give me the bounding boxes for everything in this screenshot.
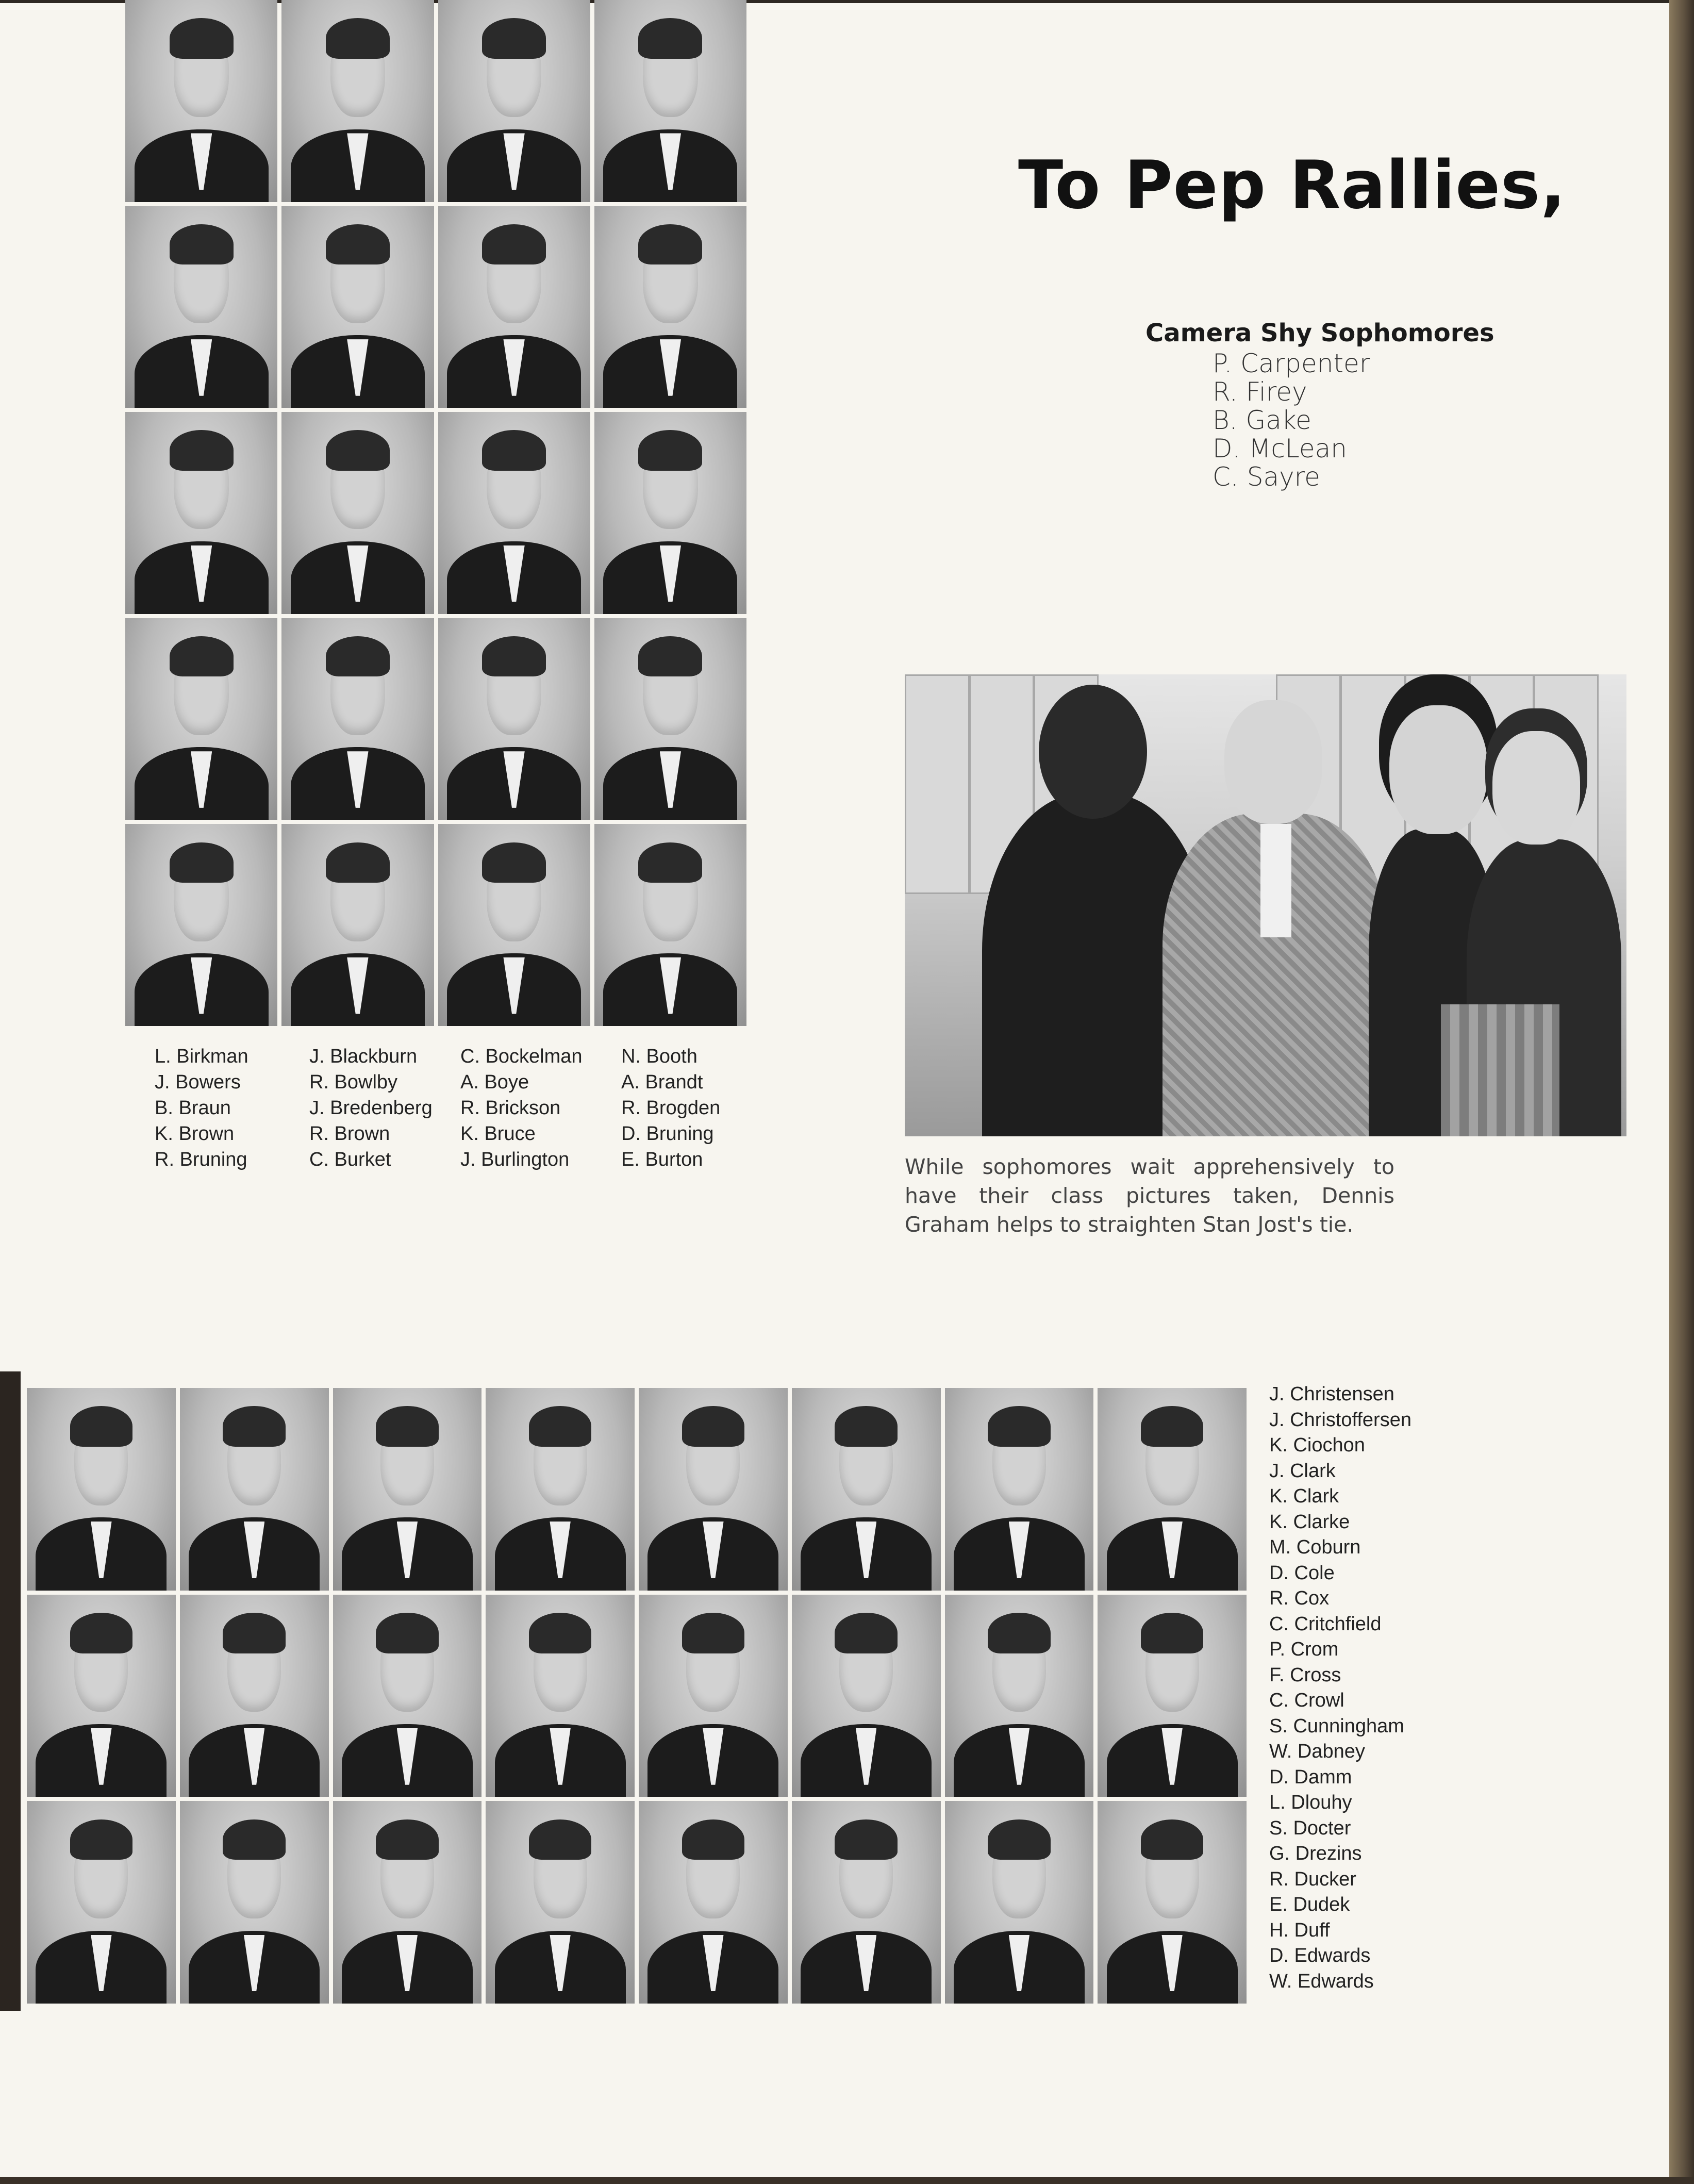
portrait-hair	[70, 1613, 132, 1653]
student-name: K. Clark	[1269, 1485, 1339, 1507]
student-portrait	[281, 412, 434, 614]
portrait-hair	[376, 1613, 438, 1653]
student-name: F. Cross	[1269, 1664, 1341, 1686]
student-portrait	[281, 206, 434, 408]
student-portrait	[438, 0, 590, 202]
portrait-hair	[223, 1613, 285, 1653]
portrait-hair	[326, 224, 390, 264]
student-name: N. Booth	[621, 1046, 697, 1067]
portrait-hair	[223, 1819, 285, 1860]
bottom-portrait-grid	[27, 1388, 1247, 2004]
student-name: L. Birkman	[155, 1046, 248, 1067]
student-portrait	[125, 0, 277, 202]
portrait-hair	[529, 1613, 591, 1653]
portrait-hair	[482, 842, 546, 883]
portrait-hair	[835, 1819, 897, 1860]
portrait-hair	[482, 430, 546, 470]
student-portrait	[1098, 1595, 1247, 1797]
page-bottom-edge	[0, 2177, 1694, 2184]
student-portrait	[438, 206, 590, 408]
student-portrait	[125, 824, 277, 1026]
student-portrait	[125, 412, 277, 614]
portrait-hair	[638, 18, 702, 58]
portrait-hair	[170, 430, 234, 470]
portrait-hair	[529, 1819, 591, 1860]
student-head	[1224, 700, 1322, 824]
student-portrait	[27, 1388, 176, 1591]
student-name: B. Braun	[155, 1097, 231, 1119]
student-portrait	[639, 1595, 788, 1797]
student-portrait	[438, 412, 590, 614]
student-portrait	[333, 1801, 482, 2004]
student-name: E. Burton	[621, 1149, 703, 1170]
bottom-name-list	[1269, 1382, 1411, 1994]
student-portrait	[639, 1388, 788, 1591]
student-portrait	[792, 1388, 941, 1591]
student-collar	[1260, 824, 1291, 937]
name-column-4	[621, 1044, 720, 1172]
portrait-hair	[638, 430, 702, 470]
portrait-hair	[170, 224, 234, 264]
student-portrait	[594, 206, 746, 408]
student-portrait	[792, 1801, 941, 2004]
page-title: To Pep Rallies,	[1018, 147, 1566, 224]
student-name: R. Brickson	[460, 1097, 561, 1119]
student-portrait	[438, 824, 590, 1026]
student-name: D. Bruning	[621, 1123, 714, 1145]
photo-caption: While sophomores wait apprehensively to have their class pictures taken, Dennis Graham helps to straighten Stan Jost's tie.	[905, 1154, 1394, 1237]
student-portrait	[594, 824, 746, 1026]
student-portrait	[945, 1595, 1094, 1797]
student-name: K. Clarke	[1269, 1511, 1350, 1533]
student-portrait	[180, 1388, 329, 1591]
portrait-hair	[376, 1406, 438, 1447]
student-name: D. Cole	[1269, 1562, 1335, 1584]
student-portrait	[1098, 1801, 1247, 2004]
student-portrait	[792, 1595, 941, 1797]
student-name: R. Bruning	[155, 1149, 247, 1170]
portrait-hair	[1141, 1613, 1203, 1653]
student-name: J. Christensen	[1269, 1383, 1394, 1405]
portrait-hair	[638, 224, 702, 264]
student-name: D. Damm	[1269, 1766, 1352, 1788]
portrait-hair	[376, 1819, 438, 1860]
student-name: R. Brown	[309, 1123, 390, 1145]
student-portrait	[594, 618, 746, 820]
portrait-hair	[70, 1406, 132, 1447]
locker	[905, 674, 970, 894]
student-name: C. Critchfield	[1269, 1613, 1382, 1635]
portrait-hair	[1141, 1819, 1203, 1860]
student-portrait	[281, 618, 434, 820]
student-name: R. Brogden	[621, 1097, 721, 1119]
student-name: J. Bredenberg	[309, 1097, 433, 1119]
page-right-edge	[1669, 0, 1694, 2184]
student-name: K. Ciochon	[1269, 1434, 1365, 1456]
student-name: C. Burket	[309, 1149, 391, 1170]
portrait-hair	[638, 842, 702, 883]
portrait-hair	[482, 18, 546, 58]
student-portrait	[945, 1388, 1094, 1591]
portrait-hair	[170, 842, 234, 883]
student-name: J. Clark	[1269, 1460, 1336, 1482]
student-portrait	[125, 206, 277, 408]
portrait-hair	[988, 1613, 1050, 1653]
portrait-hair	[988, 1819, 1050, 1860]
portrait-hair	[170, 18, 234, 58]
portrait-hair	[326, 842, 390, 883]
student-portrait	[27, 1801, 176, 2004]
camera-shy-name: C. Sayre	[1213, 462, 1320, 492]
student-name: J. Christoffersen	[1269, 1409, 1411, 1431]
portrait-hair	[482, 224, 546, 264]
student-name: K. Brown	[155, 1123, 235, 1145]
student-name: C. Bockelman	[460, 1046, 583, 1067]
portrait-hair	[638, 636, 702, 676]
portrait-hair	[326, 18, 390, 58]
student-head	[1492, 731, 1580, 845]
camera-shy-name: B. Gake	[1213, 405, 1311, 435]
student-portrait	[180, 1595, 329, 1797]
student-portrait	[594, 412, 746, 614]
student-name: J. Blackburn	[309, 1046, 418, 1067]
name-column-2	[309, 1044, 433, 1172]
student-name: P. Crom	[1269, 1639, 1339, 1660]
student-portrait	[27, 1595, 176, 1797]
student-name: J. Burlington	[460, 1149, 570, 1170]
portrait-hair	[170, 636, 234, 676]
student-name: J. Bowers	[155, 1071, 241, 1093]
portrait-hair	[682, 1819, 744, 1860]
student-name: W. Edwards	[1269, 1970, 1374, 1992]
student-portrait	[281, 824, 434, 1026]
candid-photo	[905, 674, 1626, 1136]
top-portrait-grid	[125, 0, 746, 1026]
portrait-hair	[482, 636, 546, 676]
student-portrait	[333, 1595, 482, 1797]
student-name: W. Dabney	[1269, 1741, 1365, 1762]
camera-shy-name: R. Firey	[1213, 377, 1307, 407]
student-portrait	[945, 1801, 1094, 2004]
student-portrait	[486, 1595, 635, 1797]
student-name: S. Cunningham	[1269, 1715, 1404, 1737]
student-name: C. Crowl	[1269, 1690, 1344, 1711]
student-portrait	[180, 1801, 329, 2004]
portrait-hair	[682, 1406, 744, 1447]
student-head	[1389, 705, 1487, 834]
student-name: G. Drezins	[1269, 1843, 1362, 1864]
portrait-hair	[835, 1406, 897, 1447]
student-skirt	[1441, 1004, 1559, 1136]
camera-shy-name: D. McLean	[1213, 434, 1347, 464]
name-column-3	[460, 1044, 583, 1172]
camera-shy-heading: Camera Shy Sophomores	[1145, 319, 1494, 348]
student-name: E. Dudek	[1269, 1894, 1350, 1915]
student-name: A. Boye	[460, 1071, 529, 1093]
camera-shy-name: P. Carpenter	[1213, 349, 1370, 378]
student-portrait	[281, 0, 434, 202]
student-portrait	[125, 618, 277, 820]
name-column-1	[155, 1044, 248, 1172]
student-name: L. Dlouhy	[1269, 1792, 1352, 1813]
portrait-hair	[529, 1406, 591, 1447]
student-name: M. Coburn	[1269, 1536, 1361, 1558]
student-portrait	[438, 618, 590, 820]
page-binding	[0, 1371, 21, 2011]
student-portrait	[1098, 1388, 1247, 1591]
student-name: H. Duff	[1269, 1919, 1330, 1941]
student-name: R. Cox	[1269, 1587, 1330, 1609]
student-head	[1039, 685, 1147, 819]
portrait-hair	[835, 1613, 897, 1653]
student-name: S. Docter	[1269, 1817, 1351, 1839]
student-name: A. Brandt	[621, 1071, 703, 1093]
student-portrait	[486, 1801, 635, 2004]
student-portrait	[594, 0, 746, 202]
portrait-hair	[70, 1819, 132, 1860]
portrait-hair	[1141, 1406, 1203, 1447]
portrait-hair	[988, 1406, 1050, 1447]
portrait-hair	[326, 430, 390, 470]
portrait-hair	[223, 1406, 285, 1447]
student-name: D. Edwards	[1269, 1945, 1371, 1966]
student-portrait	[486, 1388, 635, 1591]
student-portrait	[639, 1801, 788, 2004]
student-name: R. Ducker	[1269, 1868, 1356, 1890]
student-name: R. Bowlby	[309, 1071, 398, 1093]
camera-shy-list	[1213, 350, 1494, 491]
portrait-hair	[326, 636, 390, 676]
student-name: K. Bruce	[460, 1123, 536, 1145]
camera-shy-block	[1145, 319, 1494, 491]
portrait-hair	[682, 1613, 744, 1653]
student-portrait	[333, 1388, 482, 1591]
